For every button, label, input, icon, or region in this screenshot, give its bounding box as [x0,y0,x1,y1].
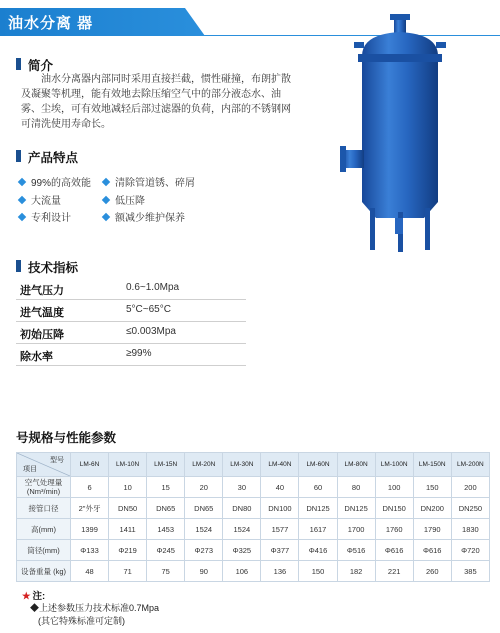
table-row [17,477,490,498]
vessel-body [362,62,438,202]
table-row [17,498,490,519]
row-label: 筒径(mm) [17,540,71,561]
separator-vessel-illustration [340,12,450,254]
feature-item [103,174,195,189]
star-icon: ★ [22,591,31,602]
intro-text: 油水分离器内部同时采用直接拦截，惯性碰撞，布朗扩散及凝聚等机理，能有效地去除压缩空气中的部分液态水、油雾、尘埃，可有效地减轻后部过滤器的负荷，内部的不锈钢网可清洗使用寿命长。 [21,74,291,130]
table-cell: Φ325 [223,540,261,561]
notes-title [22,588,45,602]
corner-item-label: 项目 [23,466,37,473]
table-cell: DN50 [109,498,147,519]
model-header: LM-40N [261,453,299,477]
table-cell: Φ616 [413,540,451,561]
table-header-row [17,453,490,477]
table-cell: 100 [375,477,413,498]
table-cell: Φ133 [71,540,109,561]
row-label: 高(mm) [17,519,71,540]
table-cell: 30 [223,477,261,498]
diamond-bullet-icon [102,196,110,204]
table-row [17,519,490,540]
body-flange [358,54,442,62]
section-marker [16,150,21,162]
spec-value: ≥99% [126,348,152,359]
table-cell: 15 [147,477,185,498]
table-row [17,540,490,561]
model-header: LM-15N [147,453,185,477]
table-cell: 1453 [147,519,185,540]
spec-value: ≤0.003Mpa [126,326,176,337]
corner-cell [17,453,71,477]
spec-label: 进气温度 [20,307,64,319]
section-marker [16,260,21,272]
table-cell: 1790 [413,519,451,540]
table-cell: Φ273 [185,540,223,561]
table-cell: 2"外牙 [71,498,109,519]
table-cell: 221 [375,561,413,582]
diamond-bullet-icon [102,178,110,186]
note-line: ◆上述参数压力技术标准0.7Mpa [30,603,160,613]
table-cell: Φ416 [299,540,337,561]
table-cell: DN125 [337,498,375,519]
spec-label: 进气压力 [20,285,64,297]
table-cell: Φ516 [337,540,375,561]
table-cell: 136 [261,561,299,582]
table-title: 号规格与性能参数 [16,431,117,445]
diamond-bullet-icon [102,213,110,221]
feature-label: 低压降 [115,196,145,207]
model-header: LM-30N [223,453,261,477]
table-cell: DN80 [223,498,261,519]
feature-item [19,174,91,189]
table-cell: 106 [223,561,261,582]
table-cell: 385 [451,561,489,582]
specs-heading: 技术指标 [28,261,79,275]
table-cell: Φ219 [109,540,147,561]
feature-label: 清除管道锈、碎屑 [115,178,195,189]
row-label [17,477,71,498]
table-cell: 1617 [299,519,337,540]
diamond-bullet-icon [18,213,26,221]
feature-item [19,209,71,224]
table-cell: 200 [451,477,489,498]
table-cell: Φ720 [451,540,489,561]
row-label-line1: 空气处理量 [24,478,63,487]
lifting-lug [436,42,446,48]
table-cell: DN125 [299,498,337,519]
table-cell: DN150 [375,498,413,519]
table-cell: 80 [337,477,375,498]
table-cell: 71 [109,561,147,582]
spec-row [16,278,246,300]
model-header: LM-150N [413,453,451,477]
row-label: 接管口径 [17,498,71,519]
support-leg [370,208,375,250]
table-cell: Φ616 [375,540,413,561]
table-cell: DN200 [413,498,451,519]
spec-row [16,344,246,366]
model-header: LM-60N [299,453,337,477]
table-cell: Φ245 [147,540,185,561]
feature-item [19,192,61,207]
table-cell: 6 [71,477,109,498]
model-header: LM-80N [337,453,375,477]
section-marker [16,58,21,70]
spec-value: 0.6~1.0Mpa [126,282,180,293]
diamond-bullet-icon [18,196,26,204]
top-nozzle [394,20,406,34]
page-title: 油水分离 器 [8,15,94,32]
feature-label: 大流量 [31,196,61,207]
feature-label: 额减少维护保养 [115,213,185,224]
table-cell: 1700 [337,519,375,540]
model-header: LM-6N [71,453,109,477]
table-cell: 10 [109,477,147,498]
features-heading: 产品特点 [28,151,79,165]
table-cell: 1411 [109,519,147,540]
feature-label: 99%的高效能 [31,178,92,189]
spec-value: 5°C~65°C [126,304,171,315]
table-cell: 20 [185,477,223,498]
inlet-flange [340,146,346,172]
notes-title-text: 注: [32,591,46,602]
lifting-lug [354,42,364,48]
table-cell: 1760 [375,519,413,540]
spec-label: 初始压降 [20,329,64,341]
row-label: 设备重量 (kg) [17,561,71,582]
top-flange [390,14,410,20]
table-cell: 48 [71,561,109,582]
performance-table [16,452,490,582]
model-header: LM-20N [185,453,223,477]
table-cell: 182 [337,561,375,582]
table-cell: 40 [261,477,299,498]
table-cell: 260 [413,561,451,582]
table-cell: 60 [299,477,337,498]
table-cell: 1830 [451,519,489,540]
corner-model-label: 型号 [50,457,64,464]
table-cell: 150 [299,561,337,582]
support-leg [425,208,430,250]
table-cell: DN65 [185,498,223,519]
note-line: (其它特殊标准可定制) [38,616,125,626]
table-cell: 150 [413,477,451,498]
row-label-line2: (Nm³/min) [26,487,61,496]
table-cell: 1577 [261,519,299,540]
table-cell: 75 [147,561,185,582]
table-cell: Φ377 [261,540,299,561]
table-cell: 1399 [71,519,109,540]
table-cell: 90 [185,561,223,582]
spec-row [16,300,246,322]
model-header: LM-100N [375,453,413,477]
feature-item [103,192,145,207]
diamond-bullet-icon [18,178,26,186]
spec-label: 除水率 [20,351,53,363]
table-cell: DN65 [147,498,185,519]
drain-pipe [395,218,403,234]
table-row [17,561,490,582]
model-header: LM-200N [451,453,489,477]
table-cell: DN250 [451,498,489,519]
table-cell: 1524 [223,519,261,540]
vessel-dome [362,32,438,56]
table-cell: 1524 [185,519,223,540]
intro-heading: 简介 [28,59,54,73]
feature-label: 专利设计 [31,213,71,224]
model-header: LM-10N [109,453,147,477]
table-cell: DN100 [261,498,299,519]
spec-row [16,322,246,344]
feature-item [103,209,185,224]
